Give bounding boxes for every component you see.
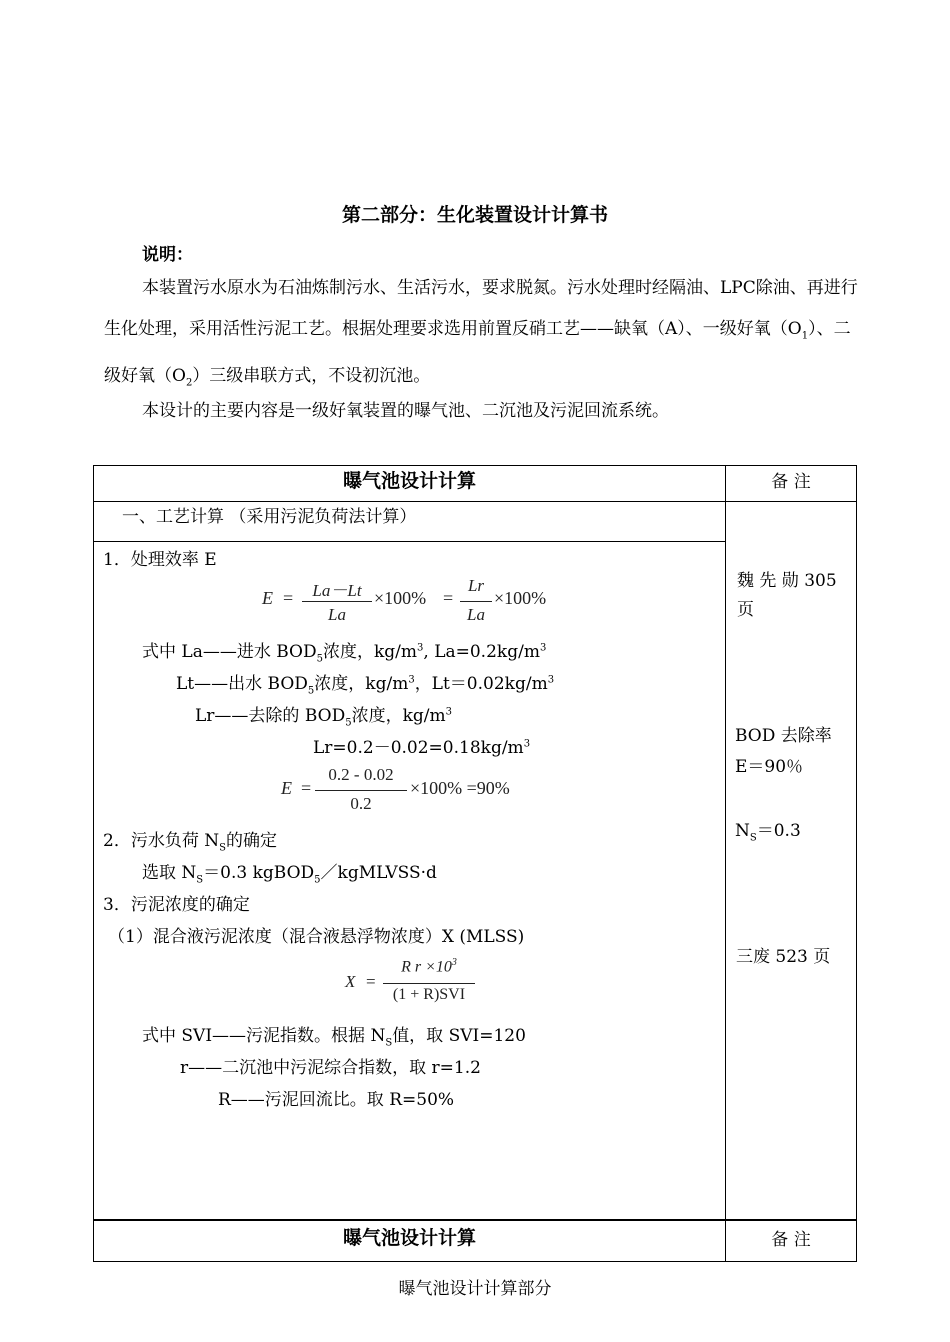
item-efficiency: 1．处理效率 E [103,550,217,570]
item-mlss: （1）混合液污泥浓度（混合液悬浮物浓度）X (MLSS) [108,927,525,947]
ns-selection: 选取 $N_S=0.3$ kgBOD$_5$／kgMLVSS·d [142,863,437,886]
page-title: 第二部分：生化装置设计计算书 [341,204,608,226]
page-caption: 曝气池设计计算部分 [398,1279,552,1299]
def-R: R——污泥回流比。取 R=50% [218,1090,455,1110]
item-sludge-concentration: 3．污泥浓度的确定 [103,895,250,915]
def-lt: Lt——出水 $BOD_5$浓度，$kg/m^3$，$Lt=0.02kg/m^3$ [176,674,555,697]
intro-paragraph: 本装置污水原水为石油炼制污水、生活污水，要求脱氮。污水处理时经隔油、LPC除油、再进行生化处理，采用活性污泥工艺。根据处理要求选用前置反硝工艺——缺氧（A）、一级好氧$(O_1)$、二级好氧$(O_2)$三级串联方式，不设初沉池。 [104,278,858,389]
note-sanfei-page: 三废 523 页 [736,947,831,967]
table-header-note: 备 注 [771,472,811,492]
note-wei-page: 魏 先 勋 305 [737,571,837,591]
section-process-calc: 一、工艺计算 （采用污泥负荷法计算） [122,507,417,527]
def-lr: Lr——去除的 $BOD_5$浓度，$kg/m^3$ [195,706,452,729]
def-r: r——二沉池中污泥综合指数，取 r=1.2 [180,1058,481,1078]
def-svi: 式中 SVI——污泥指数。根据 $N_S$值，取 SVI=120 [142,1026,526,1049]
table-header-title: 曝气池设计计算 [342,470,476,492]
note-ns: $N_S=0.3$ [735,821,801,844]
lr-calc: $Lr=0.2-0.02=0.18kg/m^3$ [313,738,531,758]
note-wei-page-unit: 页 [737,600,754,620]
note-label: 说明： [142,245,193,265]
def-la: 式中 La——进水 $BOD_5$浓度，$kg/m^3$, $La=0.2kg/m^3$ [142,642,547,665]
item-sludge-load: 2．污水负荷 $N_S$的确定 [103,831,277,854]
scope-paragraph: 本设计的主要内容是一级好氧装置的曝气池、二沉池及污泥回流系统。 [142,401,669,421]
table-footer-note: 备 注 [771,1230,811,1250]
note-bod-removal: BOD 去除率 [735,726,832,746]
note-efficiency: E＝90％ [735,757,804,777]
table-footer-title: 曝气池设计计算 [342,1227,476,1249]
